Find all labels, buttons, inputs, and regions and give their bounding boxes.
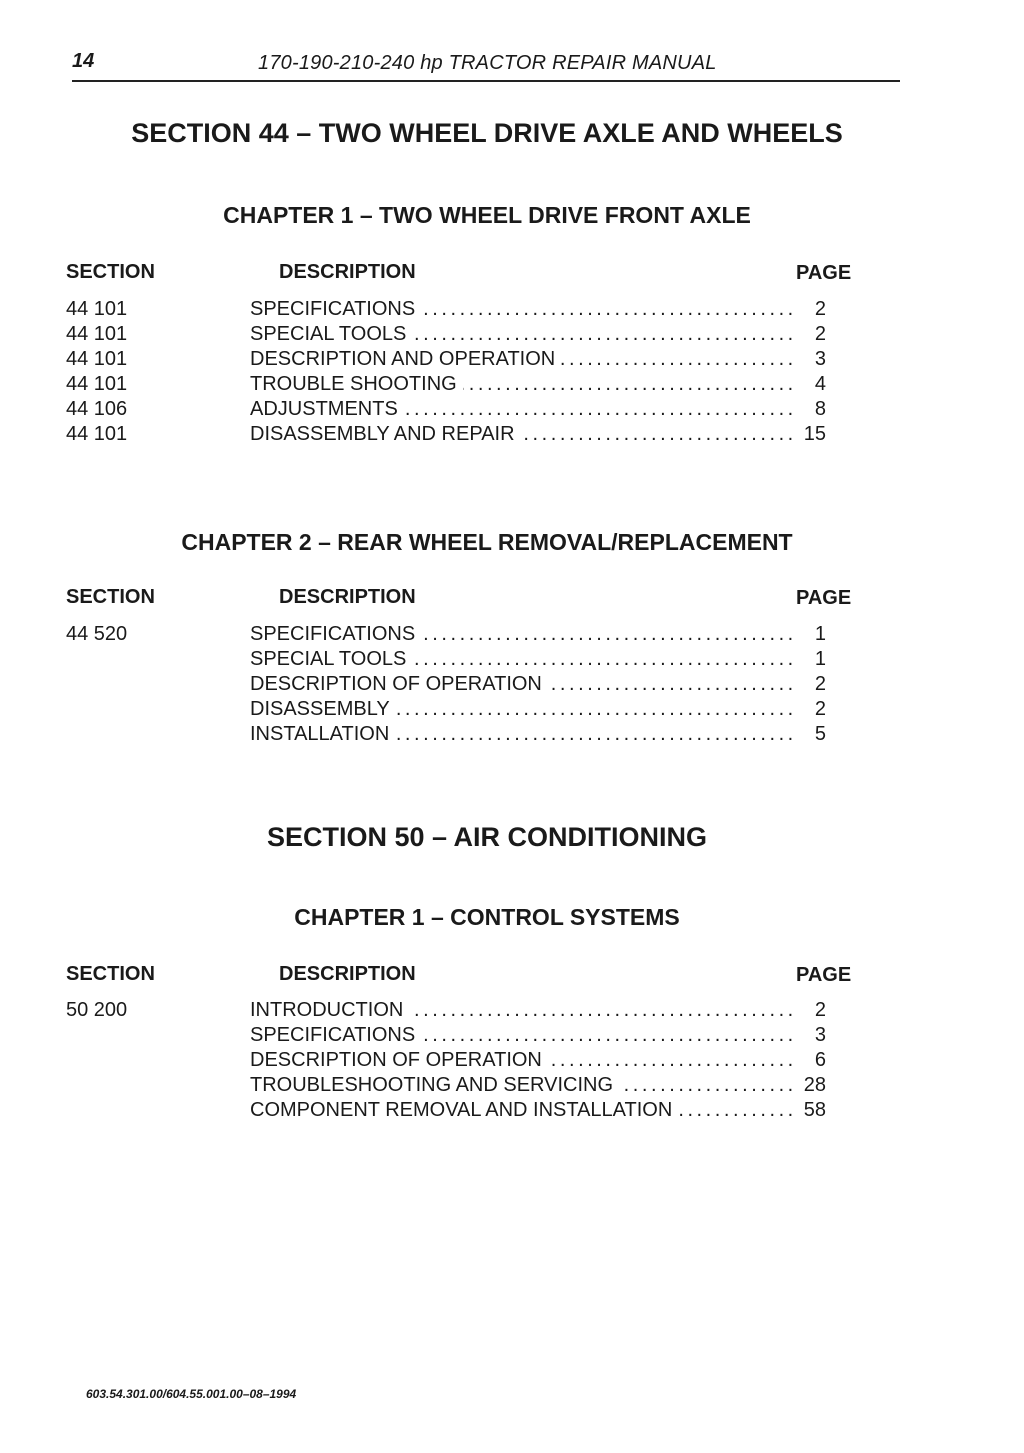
- toc-description: INTRODUCTION . . .: [250, 998, 798, 1023]
- column-header-section: SECTION: [66, 586, 155, 608]
- toc-description: SPECIFICATIONS . . .: [250, 1023, 798, 1048]
- toc-description: SPECIAL TOOLS . . .: [250, 647, 798, 672]
- toc-page-number: 2: [814, 323, 826, 345]
- column-header-description: DESCRIPTION: [279, 261, 416, 283]
- toc-row: [0, 1023, 1024, 1048]
- toc-page-number: 6: [814, 1049, 826, 1071]
- toc-description: ADJUSTMENTS . . .: [250, 397, 798, 422]
- toc-page-number: 1: [814, 623, 826, 645]
- chapter-2-heading: [0, 529, 1024, 556]
- toc-description: DESCRIPTION OF OPERATION . . .: [250, 672, 798, 697]
- toc-description: DESCRIPTION AND OPERATION . . .: [250, 347, 798, 372]
- toc-section-number: 50 200: [66, 999, 128, 1021]
- chapter-title: CHAPTER 1 – TWO WHEEL DRIVE FRONT AXLE: [223, 202, 751, 228]
- toc-section-number: 44 101: [66, 423, 128, 445]
- column-header-page: PAGE: [796, 587, 852, 609]
- toc-section-number: 44 101: [66, 323, 128, 345]
- column-header-description: DESCRIPTION: [279, 963, 416, 985]
- toc-page-number: 58: [803, 1099, 826, 1121]
- toc-description: TROUBLESHOOTING AND SERVICING . . .: [250, 1073, 798, 1098]
- toc-page-number: 2: [814, 698, 826, 720]
- header-divider: [72, 80, 900, 82]
- column-header-description: DESCRIPTION: [279, 586, 416, 608]
- toc-page-number: 28: [803, 1074, 826, 1096]
- toc-section-number: 44 101: [66, 298, 128, 320]
- column-header-page: PAGE: [796, 964, 852, 986]
- manual-title: 170-190-210-240 hp TRACTOR REPAIR MANUAL: [258, 52, 717, 74]
- toc-section-number: 44 101: [66, 373, 128, 395]
- toc-row: [0, 422, 1024, 447]
- toc-section-number: 44 520: [66, 623, 128, 645]
- toc-section-number: 44 101: [66, 348, 128, 370]
- toc-description: COMPONENT REMOVAL AND INSTALLATION . . .: [250, 1098, 798, 1123]
- toc-row: [0, 998, 1024, 1023]
- toc-row: [0, 347, 1024, 372]
- toc-description: DISASSEMBLY . . .: [250, 697, 798, 722]
- toc-row: [0, 322, 1024, 347]
- toc-description: INSTALLATION . . .: [250, 722, 798, 747]
- toc-description: DISASSEMBLY AND REPAIR . . .: [250, 422, 798, 447]
- toc-page-number: 3: [814, 348, 826, 370]
- toc-row: [0, 1048, 1024, 1073]
- document-code: 603.54.301.00/604.55.001.00–08–1994: [86, 1387, 297, 1401]
- toc-description: SPECIFICATIONS . . .: [250, 297, 798, 322]
- toc-row: [0, 372, 1024, 397]
- toc-description: TROUBLE SHOOTING . . .: [250, 372, 798, 397]
- column-header-section: SECTION: [66, 963, 155, 985]
- toc-row: [0, 1098, 1024, 1123]
- toc-row: [0, 722, 1024, 747]
- toc-section-number: 44 106: [66, 398, 128, 420]
- section-44-heading: [0, 118, 1024, 149]
- toc-page-number: 4: [814, 373, 826, 395]
- toc-page-number: 3: [814, 1024, 826, 1046]
- toc-page-number: 2: [814, 298, 826, 320]
- toc-description: DESCRIPTION OF OPERATION . . .: [250, 1048, 798, 1073]
- toc-page-number: 8: [814, 398, 826, 420]
- toc-row: [0, 647, 1024, 672]
- toc-page-number: 2: [814, 673, 826, 695]
- column-header-section: SECTION: [66, 261, 155, 283]
- chapter-title: CHAPTER 1 – CONTROL SYSTEMS: [294, 904, 680, 930]
- toc-page-number: 1: [814, 648, 826, 670]
- section-title: SECTION 50 – AIR CONDITIONING: [266, 822, 708, 852]
- toc-page-number: 15: [803, 423, 826, 445]
- toc-row: [0, 397, 1024, 422]
- toc-row: [0, 672, 1024, 697]
- toc-row: [0, 622, 1024, 647]
- toc-description: SPECIFICATIONS . . .: [250, 622, 798, 647]
- toc-description: SPECIAL TOOLS . . .: [250, 322, 798, 347]
- toc-row: [0, 697, 1024, 722]
- toc-row: [0, 297, 1024, 322]
- toc-row: [0, 1073, 1024, 1098]
- section-50-heading: [0, 822, 1024, 853]
- column-header-page: PAGE: [796, 262, 852, 284]
- chapter-1-heading: [0, 904, 1024, 931]
- chapter-title: CHAPTER 2 – REAR WHEEL REMOVAL/REPLACEMENT: [181, 529, 793, 555]
- page-number: 14: [72, 50, 95, 72]
- section-title: SECTION 44 – TWO WHEEL DRIVE AXLE AND WHEELS: [131, 118, 843, 148]
- chapter-1-heading: [0, 202, 1024, 229]
- toc-page-number: 2: [814, 999, 826, 1021]
- toc-page-number: 5: [814, 723, 826, 745]
